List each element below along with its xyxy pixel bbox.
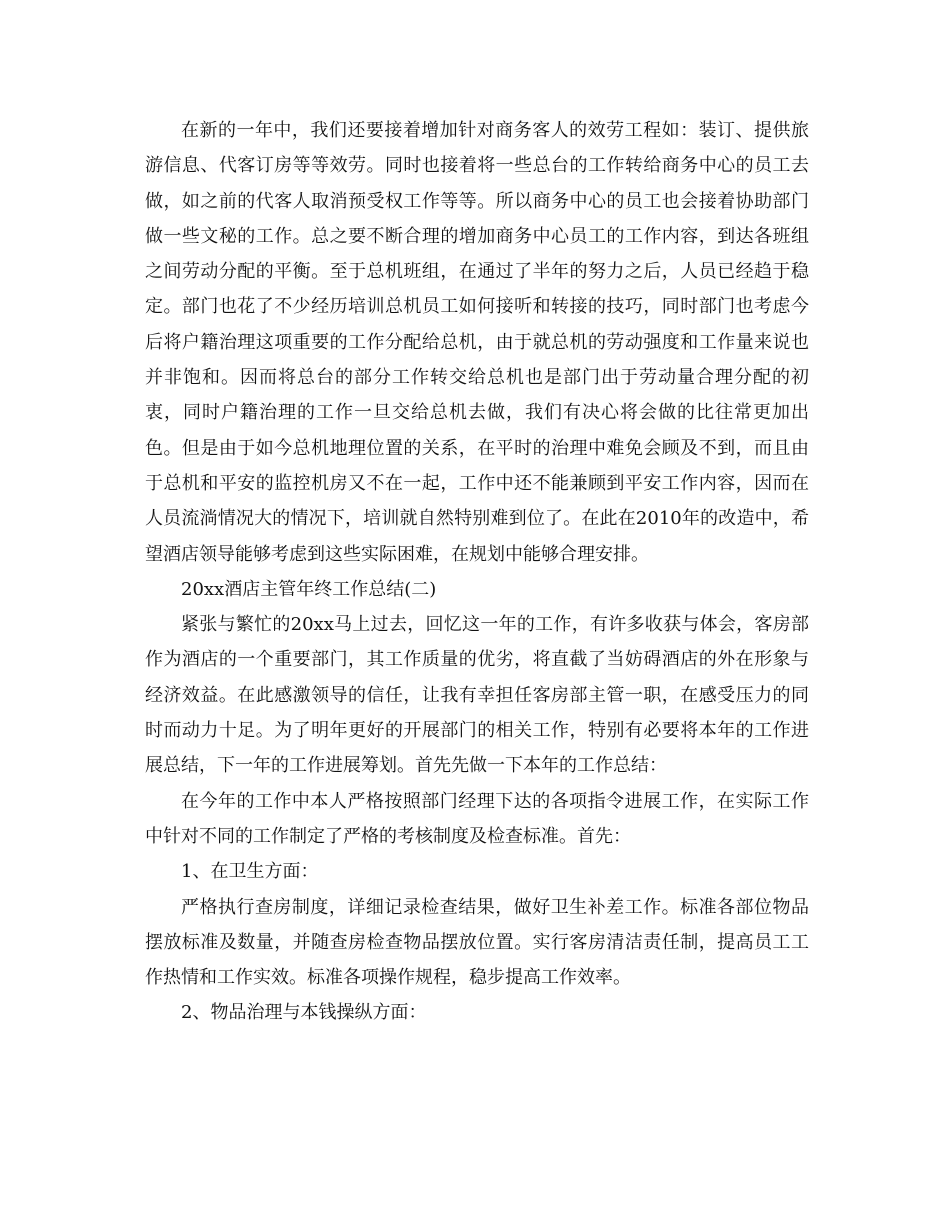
- paragraph-intro: 紧张与繁忙的20xx马上过去，回忆这一年的工作，有许多收获与体会，客房部作为酒店的一个重要部门，其工作质量的优劣，将直截了当妨碍酒店的外在形象与经济效益。在此感激领导的信任，让我有幸担任客房部主管一职，在感受压力的同时而动力十足。为了明年更好的开展部门的相关工作，特别有必要将本年的工作进展总结，下一年的工作进展筹划。首先先做一下本年的工作总结：: [145, 614, 809, 777]
- document-page: [145, 113, 809, 1031]
- paragraph-hygiene: 严格执行查房制度，详细记录检查结果，做好卫生补差工作。标准各部位物品摆放标准及数量，并随查房检查物品摆放位置。实行客房清洁责任制，提高员工工作热情和工作实效。标准各项操作规程，稳步提高工作效率。: [145, 896, 809, 989]
- list-heading-goods-cost: 2、物品治理与本钱操纵方面：: [181, 1002, 427, 1024]
- paragraph-work-summary: 在今年的工作中本人严格按照部门经理下达的各项指令进展工作，在实际工作中针对不同的工作制定了严格的考核制度及检查标准。首先：: [145, 790, 809, 847]
- list-heading-hygiene: 1、在卫生方面：: [181, 861, 319, 883]
- section-title: 20xx酒店主管年终工作总结(二): [181, 578, 437, 600]
- paragraph-business-center: 在新的一年中，我们还要接着增加针对商务客人的效劳工程如：装订、提供旅游信息、代客订房等等效劳。同时也接着将一些总台的工作转给商务中心的员工去做，如之前的代客人取消预受权工作等等。所以商务中心的员工也会接着协助部门做一些文秘的工作。总之要不断合理的增加商务中心员工的工作内容，到达各班组之间劳动分配的平衡。至于总机班组，在通过了半年的努力之后，人员已经趋于稳定。部门也花了不少经历培训总机员工如何接听和转接的技巧，同时部门也考虑今后将户籍治理这项重要的工作分配给总机，由于就总机的劳动强度和工作量来说也并非饱和。因而将总台的部分工作转交给总机也是部门出于劳动量合理分配的初衷，同时户籍治理的工作一旦交给总机去做，我们有决心将会做的比往常更加出色。但是由于如今总机地理位置的关系，在平时的治理中难免会顾及不到，而且由于总机和平安的监控机房又不在一起，工作中还不能兼顾到平安工作内容，因而在人员流淌情况大的情况下，培训就自然特别难到位了。在此在2010年的改造中，希望酒店领导能够考虑到这些实际困难，在规划中能够合理安排。: [145, 120, 809, 565]
